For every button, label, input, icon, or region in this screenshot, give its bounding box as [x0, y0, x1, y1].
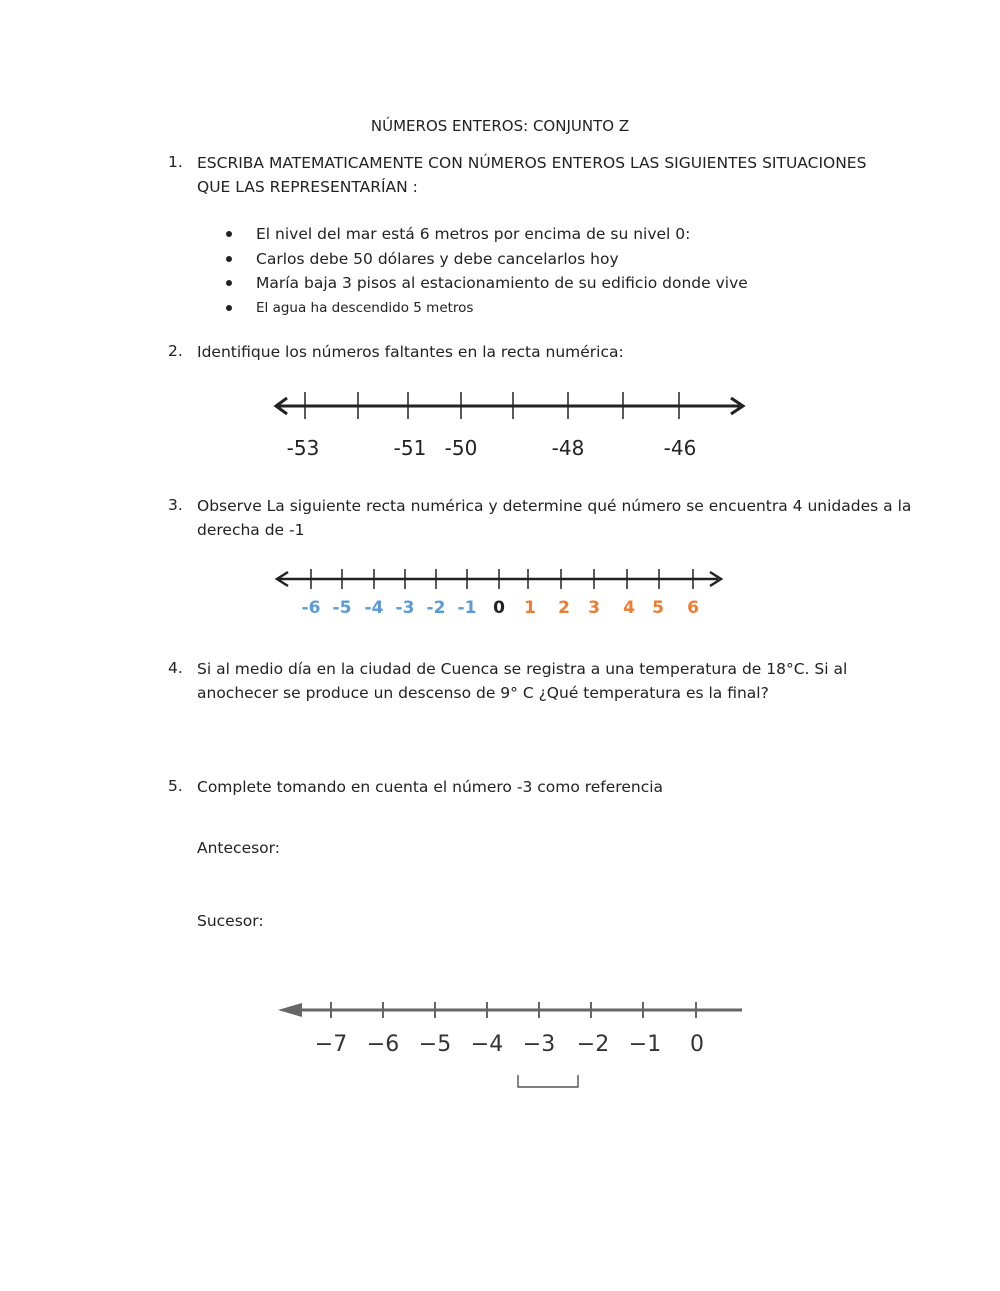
sucesor-label: Sucesor:: [197, 912, 264, 930]
q3-text: [197, 494, 911, 542]
q3-label: -4: [364, 598, 384, 618]
list-item: Carlos debe 50 dólares y debe cancelarlos hoy: [226, 247, 748, 272]
q5-label: −5: [418, 1032, 452, 1057]
q3-label: -5: [332, 598, 352, 618]
q3-label: 4: [623, 598, 635, 618]
q3-label: 3: [588, 598, 600, 618]
q3-number: 3.: [168, 496, 183, 514]
q5-label: −1: [628, 1032, 662, 1057]
q2-text: Identifique los números faltantes en la recta numérica:: [197, 343, 624, 361]
q2-label: -53: [286, 436, 320, 460]
q2-label: -48: [551, 436, 585, 460]
list-item: El nivel del mar está 6 metros por encima de su nivel 0:: [226, 222, 748, 247]
q5-number: 5.: [168, 777, 183, 795]
q4-number: 4.: [168, 659, 183, 677]
q4-text: [197, 657, 847, 705]
list-item: El agua ha descendido 5 metros: [226, 296, 748, 321]
q3-label: -1: [457, 598, 477, 618]
q1-line1: ESCRIBA MATEMATICAMENTE CON NÚMEROS ENTEROS LAS SIGUIENTES SITUACIONES: [197, 154, 867, 172]
q5-label: −4: [470, 1032, 504, 1057]
q3-label: -3: [395, 598, 415, 618]
antecesor-label: Antecesor:: [197, 839, 280, 857]
q3-label: -6: [301, 598, 321, 618]
q3-label: 5: [652, 598, 664, 618]
q3-line1: Observe La siguiente recta numérica y determine qué número se encuentra 4 unidades a la: [197, 497, 912, 515]
q3-label: 2: [558, 598, 570, 618]
list-item: María baja 3 pisos al estacionamiento de su edificio donde vive: [226, 271, 748, 296]
q3-line2: derecha de -1: [197, 521, 305, 539]
q5-label: 0: [690, 1032, 704, 1057]
q2-number: 2.: [168, 342, 183, 360]
q2-label: -51: [393, 436, 427, 460]
q1-number: 1.: [168, 153, 183, 171]
q1-line2: QUE LAS REPRESENTARÍAN :: [197, 178, 418, 196]
q5-label: −3: [522, 1032, 556, 1057]
q3-label: -2: [426, 598, 446, 618]
q3-label: 6: [687, 598, 699, 618]
q5-text: Complete tomando en cuenta el número -3 como referencia: [197, 778, 664, 796]
answer-bracket: [518, 1075, 578, 1087]
q5-axis: [278, 1003, 742, 1017]
q2-label: -50: [444, 436, 478, 460]
q3-label: 0: [493, 598, 505, 618]
q4-line1: Si al medio día en la ciudad de Cuenca se registra a una temperatura de 18°C. Si al: [197, 660, 848, 678]
q3-label: 1: [524, 598, 536, 618]
page-title: NÚMEROS ENTEROS: CONJUNTO Z: [370, 117, 630, 135]
q5-label: −6: [366, 1032, 400, 1057]
q2-label: -46: [663, 436, 697, 460]
q4-line2: anochecer se produce un descenso de 9° C ¿Qué temperatura es la final?: [197, 684, 769, 702]
q5-label: −7: [314, 1032, 348, 1057]
q2-axis: [276, 398, 743, 414]
q5-label: −2: [576, 1032, 610, 1057]
